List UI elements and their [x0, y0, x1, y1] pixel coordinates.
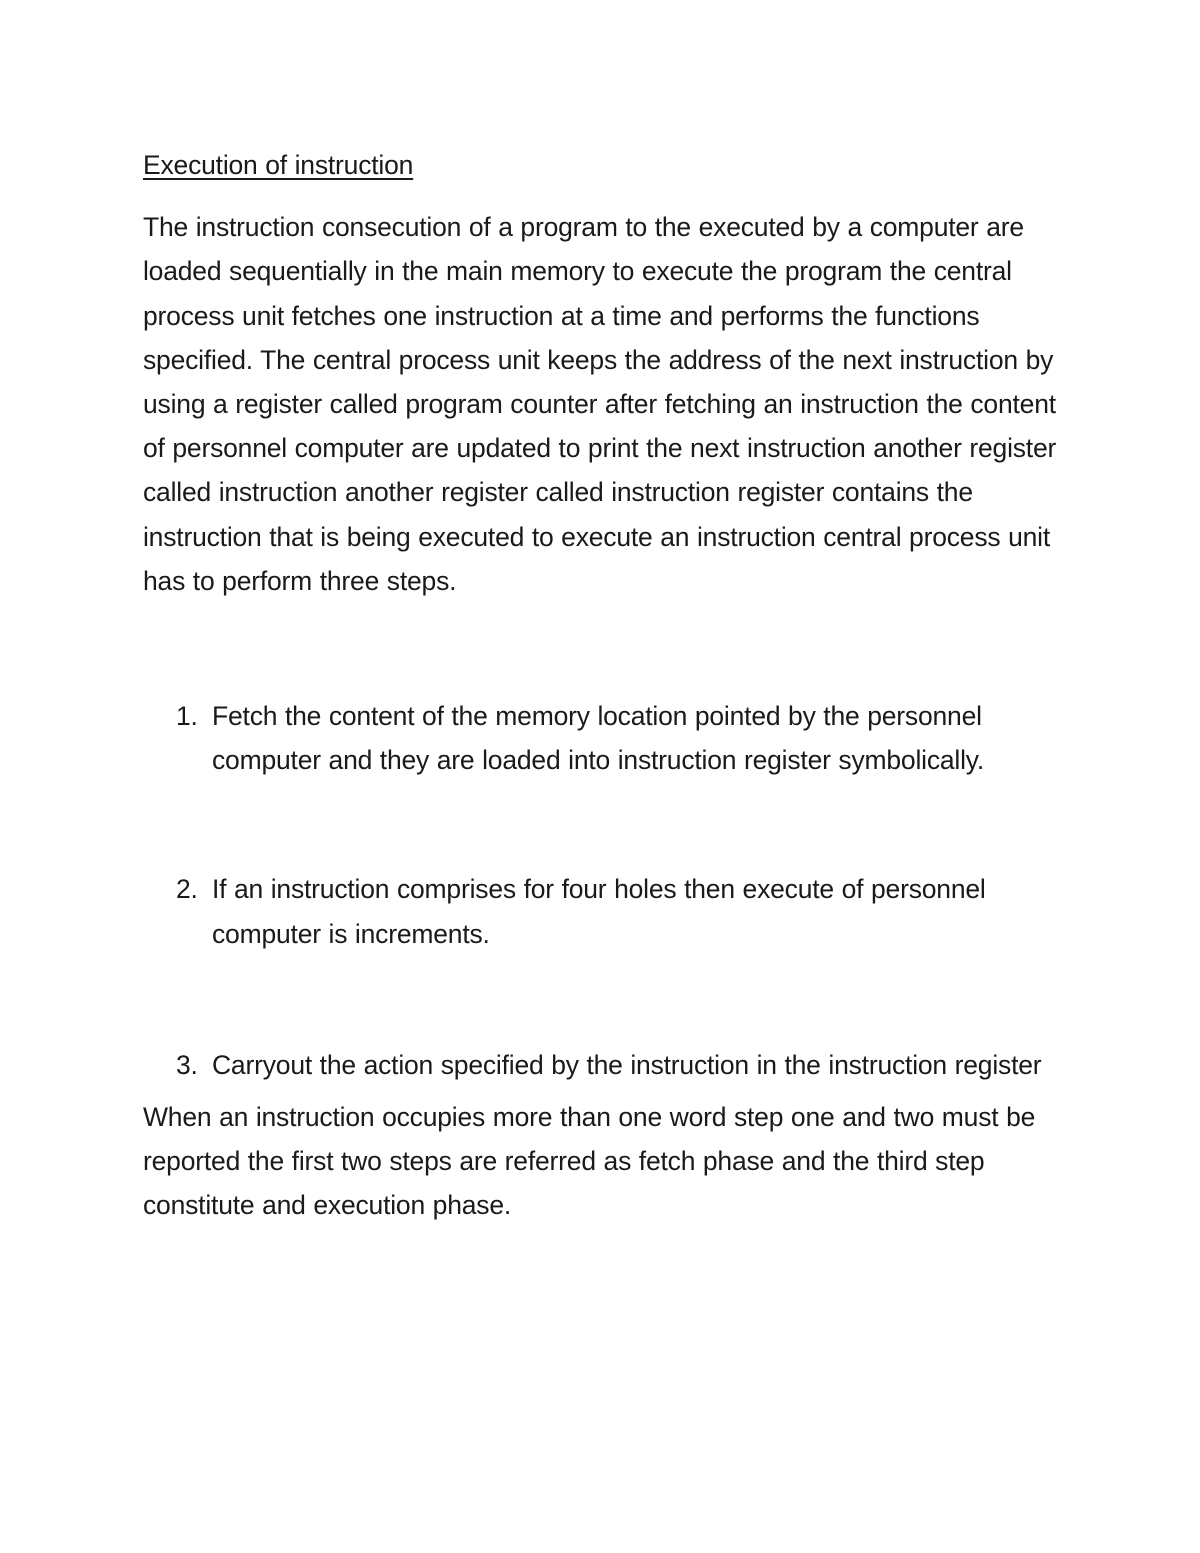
list-item: [143, 694, 1058, 782]
list-item-text: If an instruction comprises for four holes then execute of personnel computer is increments.: [212, 874, 986, 949]
steps-list: [143, 694, 1058, 1087]
list-item-number: 3.: [176, 1049, 198, 1080]
list-item-number: 2.: [176, 874, 198, 905]
document-title: Execution of instruction: [143, 150, 414, 180]
document-body: [143, 143, 1058, 1228]
list-item: [143, 1043, 1058, 1087]
list-item-number: 1.: [176, 701, 198, 732]
list-item-text: Carryout the action specified by the instruction in the instruction register: [212, 1049, 1042, 1080]
closing-paragraph: When an instruction occupies more than one word step one and two must be reported the first two steps are referred as fetch phase and the third step constitute and execution phase.: [143, 1102, 1036, 1221]
intro-paragraph: The instruction consecution of a program to the executed by a computer are loaded sequentially in the main memory to execute the program the central process unit fetches one instruction at a time and performs the functions specified. The central process unit keeps the address of the next instruction by using a register called program counter after fetching an instruction the content of personnel computer are updated to print the next instruction another register called instruction another register called instruction register contains the instruction that is being executed to execute an instruction central process unit has to perform three steps.: [143, 212, 1057, 596]
list-item: [143, 867, 1058, 955]
list-item-text: Fetch the content of the memory location pointed by the personnel computer and they are loaded into instruction register symbolically.: [212, 701, 985, 776]
